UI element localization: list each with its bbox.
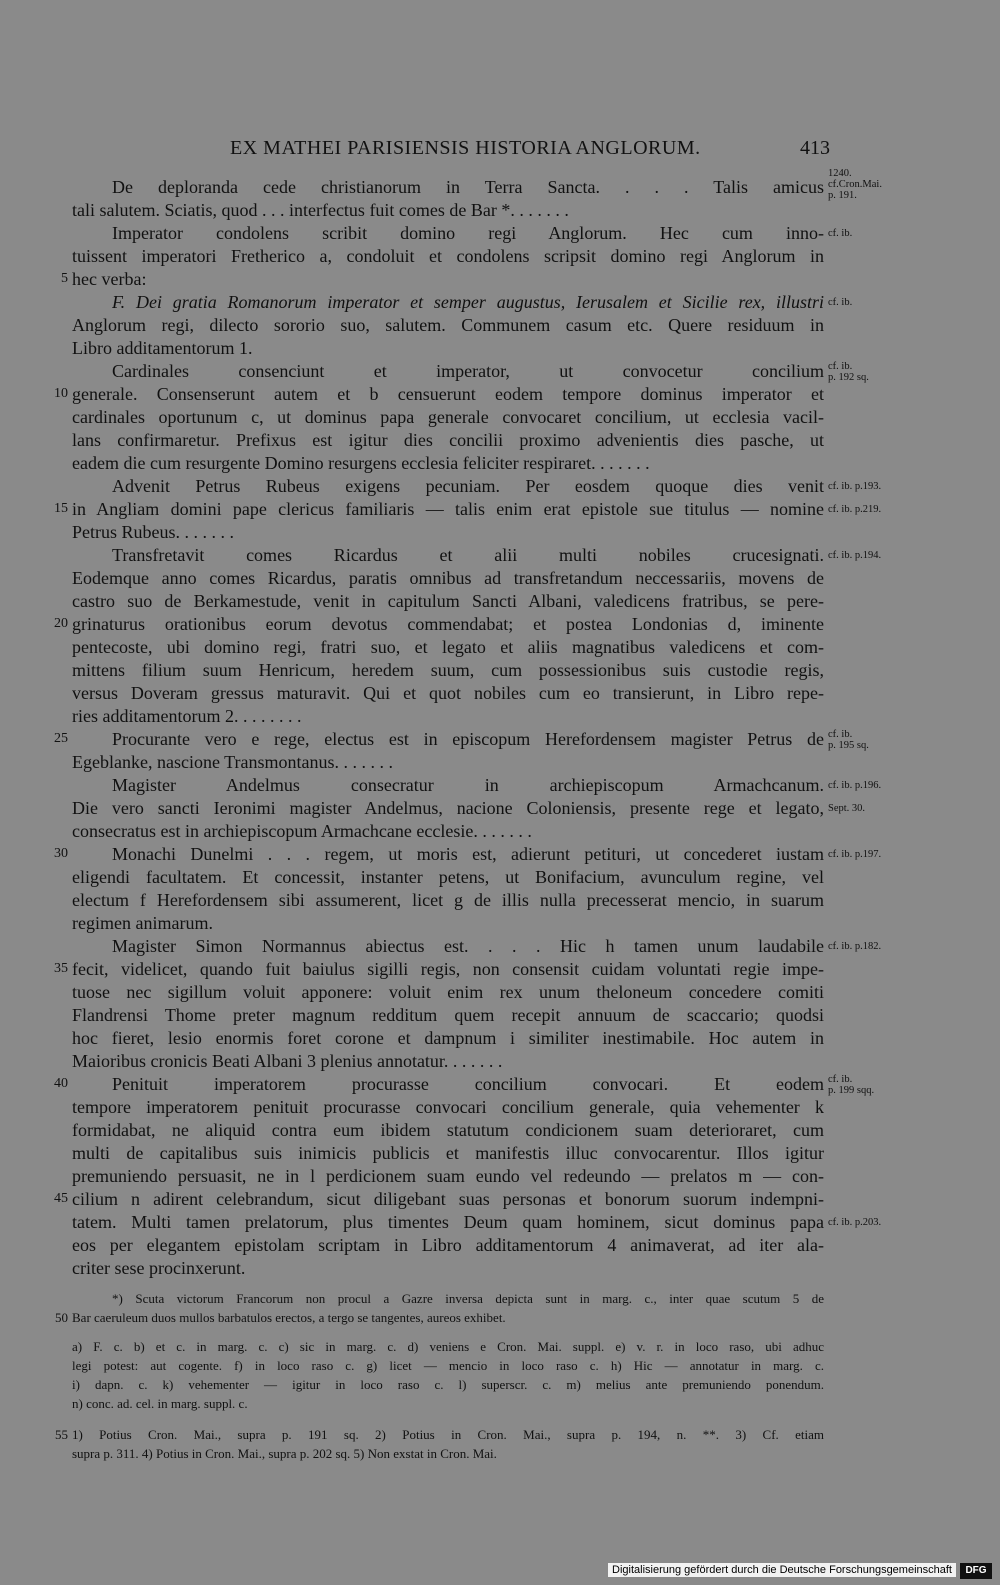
- text-line: Libro additamentorum 1.: [72, 338, 253, 358]
- margin-note: 1240. cf.Cron.Mai. p. 191.: [828, 168, 882, 201]
- text-line: multi de capitalibus suis inimicis publicis et manifestis illuc convocarentur. Illos igitur: [72, 1143, 824, 1163]
- text-line: lans confirmaretur. Prefixus est igitur dies concilii proximo advenientis dies pasche, ut: [72, 430, 824, 450]
- text-line: premuniendo persuasit, ne in l perdicionem suam eundo vel redeundo — prelatos m — con-: [72, 1166, 824, 1186]
- text-line: Advenit Petrus Rubeus exigens pecuniam. Per eosdem quoque dies venit: [112, 476, 824, 496]
- text-line: Monachi Dunelmi . . . regem, ut moris est, adierunt petituri, ut concederet iustam: [112, 844, 824, 864]
- text-line: formidabat, ne aliquid contra eum ibidem statutum condicionem suam deterioraret, cum: [72, 1120, 824, 1140]
- text-line: hec verba:: [72, 269, 147, 289]
- footnote-apparatus: legi potest: aut cogente. f) in loco raso c. g) licet — mencio in loco raso c. h) Hic — annotatur in marg. c.: [72, 1358, 824, 1373]
- text-line: Penituit imperatorem procurasse concilium convocari. Et eodem: [112, 1074, 824, 1094]
- text-line: cardinales oportunum c, ut dominus papa generale convocaret concilium, ut ecclesia vacil-: [72, 407, 824, 427]
- text-line: mittens filium suum Henricum, heredem suum, cum possessionibus suis custodie regis,: [72, 660, 824, 680]
- footnote-source: 1) Potius Cron. Mai., supra p. 191 sq. 2) Potius in Cron. Mai., supra p. 194, n. **. 3) Cf. etiam: [72, 1427, 824, 1442]
- header-title: EX MATHEI PARISIENSIS HISTORIA ANGLORUM.: [230, 137, 701, 159]
- footnote-apparatus: a) F. c. b) et c. in marg. c. c) sic in marg. c. d) veniens e Cron. Mai. suppl. e) v. r. in loco raso, ubi adhuc: [72, 1339, 824, 1354]
- text-line: tali salutem. Sciatis, quod . . . interfectus fuit comes de Bar *. . . . . . .: [72, 200, 569, 220]
- margin-note: cf. ib. p. 192 sq.: [828, 361, 869, 383]
- margin-note: cf. ib. p.194.: [828, 550, 882, 561]
- footnote-source: supra p. 311. 4) Potius in Cron. Mai., supra p. 202 sq. 5) Non exstat in Cron. Mai.: [72, 1446, 497, 1461]
- text-line: electum f Herefordensem sibi assumerent, licet g de illis nulla precesserat mencio, in suarum: [72, 890, 824, 910]
- text-line: tatem. Multi tamen prelatorum, plus timentes Deum quam hominem, sicut dominus papa: [72, 1212, 824, 1232]
- line-number: 50: [55, 1310, 68, 1325]
- margin-note: cf. ib. p. 195 sq.: [828, 729, 869, 751]
- margin-note: cf. ib. p.203.: [828, 1217, 882, 1228]
- margin-note: cf. ib. p.193.: [828, 481, 882, 492]
- page-number: 413: [800, 137, 830, 159]
- line-number: 40: [54, 1076, 68, 1091]
- text-line: tempore imperatorem penituit procurasse convocari concilium generale, quia vehementer k: [72, 1097, 824, 1117]
- text-line: cilium n adirent celebrandum, sicut diligebant suas personas et bonorum suorum indempni-: [72, 1189, 824, 1209]
- line-number: 20: [54, 616, 68, 631]
- text-line: in Angliam domini pape clericus familiaris — talis enim erat epistole sue titulus — nomine: [72, 499, 824, 519]
- text-line: tuissent imperatori Fretherico a, condoluit et condolens scripsit domino regi Anglorum in: [72, 246, 824, 266]
- text-line: Cardinales consenciunt et imperator, ut convocetur concilium: [112, 361, 824, 381]
- text-line: consecratus est in archiepiscopum Armachcane ecclesie. . . . . . .: [72, 821, 532, 841]
- text-line: tuose nec sigillum voluit apponere: voluit enim rex unum theloneum concedere comiti: [72, 982, 824, 1002]
- margin-note: cf. ib.: [828, 297, 853, 308]
- line-number: 25: [54, 731, 68, 746]
- text-line: generale. Consenserunt autem et b censuerunt eodem tempore dominus imperator et: [72, 384, 824, 404]
- line-number: 45: [54, 1191, 68, 1206]
- margin-note: cf. ib. p.182.: [828, 941, 882, 952]
- text-line: criter sese procinxerunt.: [72, 1258, 246, 1278]
- margin-note: Sept. 30.: [828, 803, 866, 814]
- text-line: eos per elegantem epistolam scriptam in Libro additamentorum 4 animaverat, ad iter ala-: [72, 1235, 824, 1255]
- margin-note: cf. ib. p.197.: [828, 849, 882, 860]
- margin-note: cf. ib. p.219.: [828, 504, 882, 515]
- line-number: 30: [54, 846, 68, 861]
- text-line: hoc fieret, lesio enormis foret corone et dampnum i similiter inestimabile. Hoc autem in: [72, 1028, 824, 1048]
- text-line: Anglorum regi, dilecto sororio suo, salutem. Communem casum etc. Quere residuum in: [72, 315, 824, 335]
- footnote-star: *) Scuta victorum Francorum non procul a Gazre inversa depicta sunt in marg. c., inter quae scutum 5 de: [112, 1291, 824, 1306]
- footnote-apparatus: i) dapn. c. k) vehementer — igitur in loco raso c. l) superscr. c. m) melius ante premuniendo ponendum.: [72, 1377, 824, 1392]
- text-line: F. Dei gratia Romanorum imperator et semper augustus, Ierusalem et Sicilie rex, illustri: [112, 292, 824, 312]
- text-line: eadem die cum resurgente Domino resurgens ecclesia feliciter respiraret. . . . . . .: [72, 453, 650, 473]
- dfg-logo: DFG: [960, 1563, 992, 1579]
- text-line: De deploranda cede christianorum in Terra Sancta. . . . Talis amicus: [112, 177, 824, 197]
- text-line: pentecoste, ubi domino regi, fratri suo, et legato et aliis magnatibus valedicens et com-: [72, 637, 824, 657]
- footnote-apparatus: n) conc. ad. cel. in marg. suppl. c.: [72, 1396, 248, 1411]
- line-number: 10: [54, 386, 68, 401]
- text-line: fecit, videlicet, quando fuit baiulus sigilli regis, non consensit cuidam voluntati regie impe-: [72, 959, 824, 979]
- line-number: 35: [54, 961, 68, 976]
- footnote-star: Bar caeruleum duos mullos barbatulos erectos, a tergo se tangentes, aureos exhibet.: [72, 1310, 506, 1325]
- text-line: Magister Andelmus consecratur in archiepiscopum Armachcanum.: [112, 775, 824, 795]
- text-line: Die vero sancti Ieronimi magister Andelmus, nacione Coloniensis, presente rege et legato,: [72, 798, 824, 818]
- text-line: Flandrensi Thome preter magnum redditum quem recepit annuum de scaccario; quodsi: [72, 1005, 824, 1025]
- text-line: regimen animarum.: [72, 913, 213, 933]
- text-line: castro suo de Berkamestude, venit in capitulum Sancti Albani, valedicens fratribus, se pere-: [72, 591, 824, 611]
- text-line: Egeblanke, nascione Transmontanus. . . . . . .: [72, 752, 393, 772]
- line-number: 5: [61, 271, 68, 286]
- text-line: Petrus Rubeus. . . . . . .: [72, 522, 234, 542]
- text-line: Procurante vero e rege, electus est in episcopum Herefordensem magister Petrus de: [112, 729, 824, 749]
- text-line: Imperator condolens scribit domino regi Anglorum. Hec cum inno-: [112, 223, 824, 243]
- line-number: 55: [55, 1427, 68, 1442]
- text-line: ries additamentorum 2. . . . . . . .: [72, 706, 302, 726]
- text-line: Magister Simon Normannus abiectus est. . . . Hic h tamen unum laudabile: [112, 936, 824, 956]
- line-number: 15: [54, 501, 68, 516]
- margin-note: cf. ib. p.196.: [828, 780, 882, 791]
- text-line: Transfretavit comes Ricardus et alii multi nobiles crucesignati.: [112, 545, 824, 565]
- running-header: [70, 137, 830, 163]
- text-line: versus Doveram gressus maturavit. Qui et quot nobiles cum eo transierunt, in Libro repe-: [72, 683, 824, 703]
- text-line: Eodemque anno comes Ricardus, paratis omnibus ad transfretandum neccessariis, movens de: [72, 568, 824, 588]
- margin-note: cf. ib. p. 199 sqq.: [828, 1074, 875, 1096]
- text-line: Maioribus cronicis Beati Albani 3 plenius annotatur. . . . . . .: [72, 1051, 503, 1071]
- text-line: grinaturus orationibus eorum devotus commendabat; et postea Londonias d, iminente: [72, 614, 824, 634]
- margin-note: cf. ib.: [828, 228, 853, 239]
- text-line: eligendi facultatem. Et concessit, instanter petens, ut Bonifacium, avunculum regine, vel: [72, 867, 824, 887]
- dfg-credit: Digitalisierung gefördert durch die Deutsche Forschungsgemeinschaft: [608, 1563, 956, 1577]
